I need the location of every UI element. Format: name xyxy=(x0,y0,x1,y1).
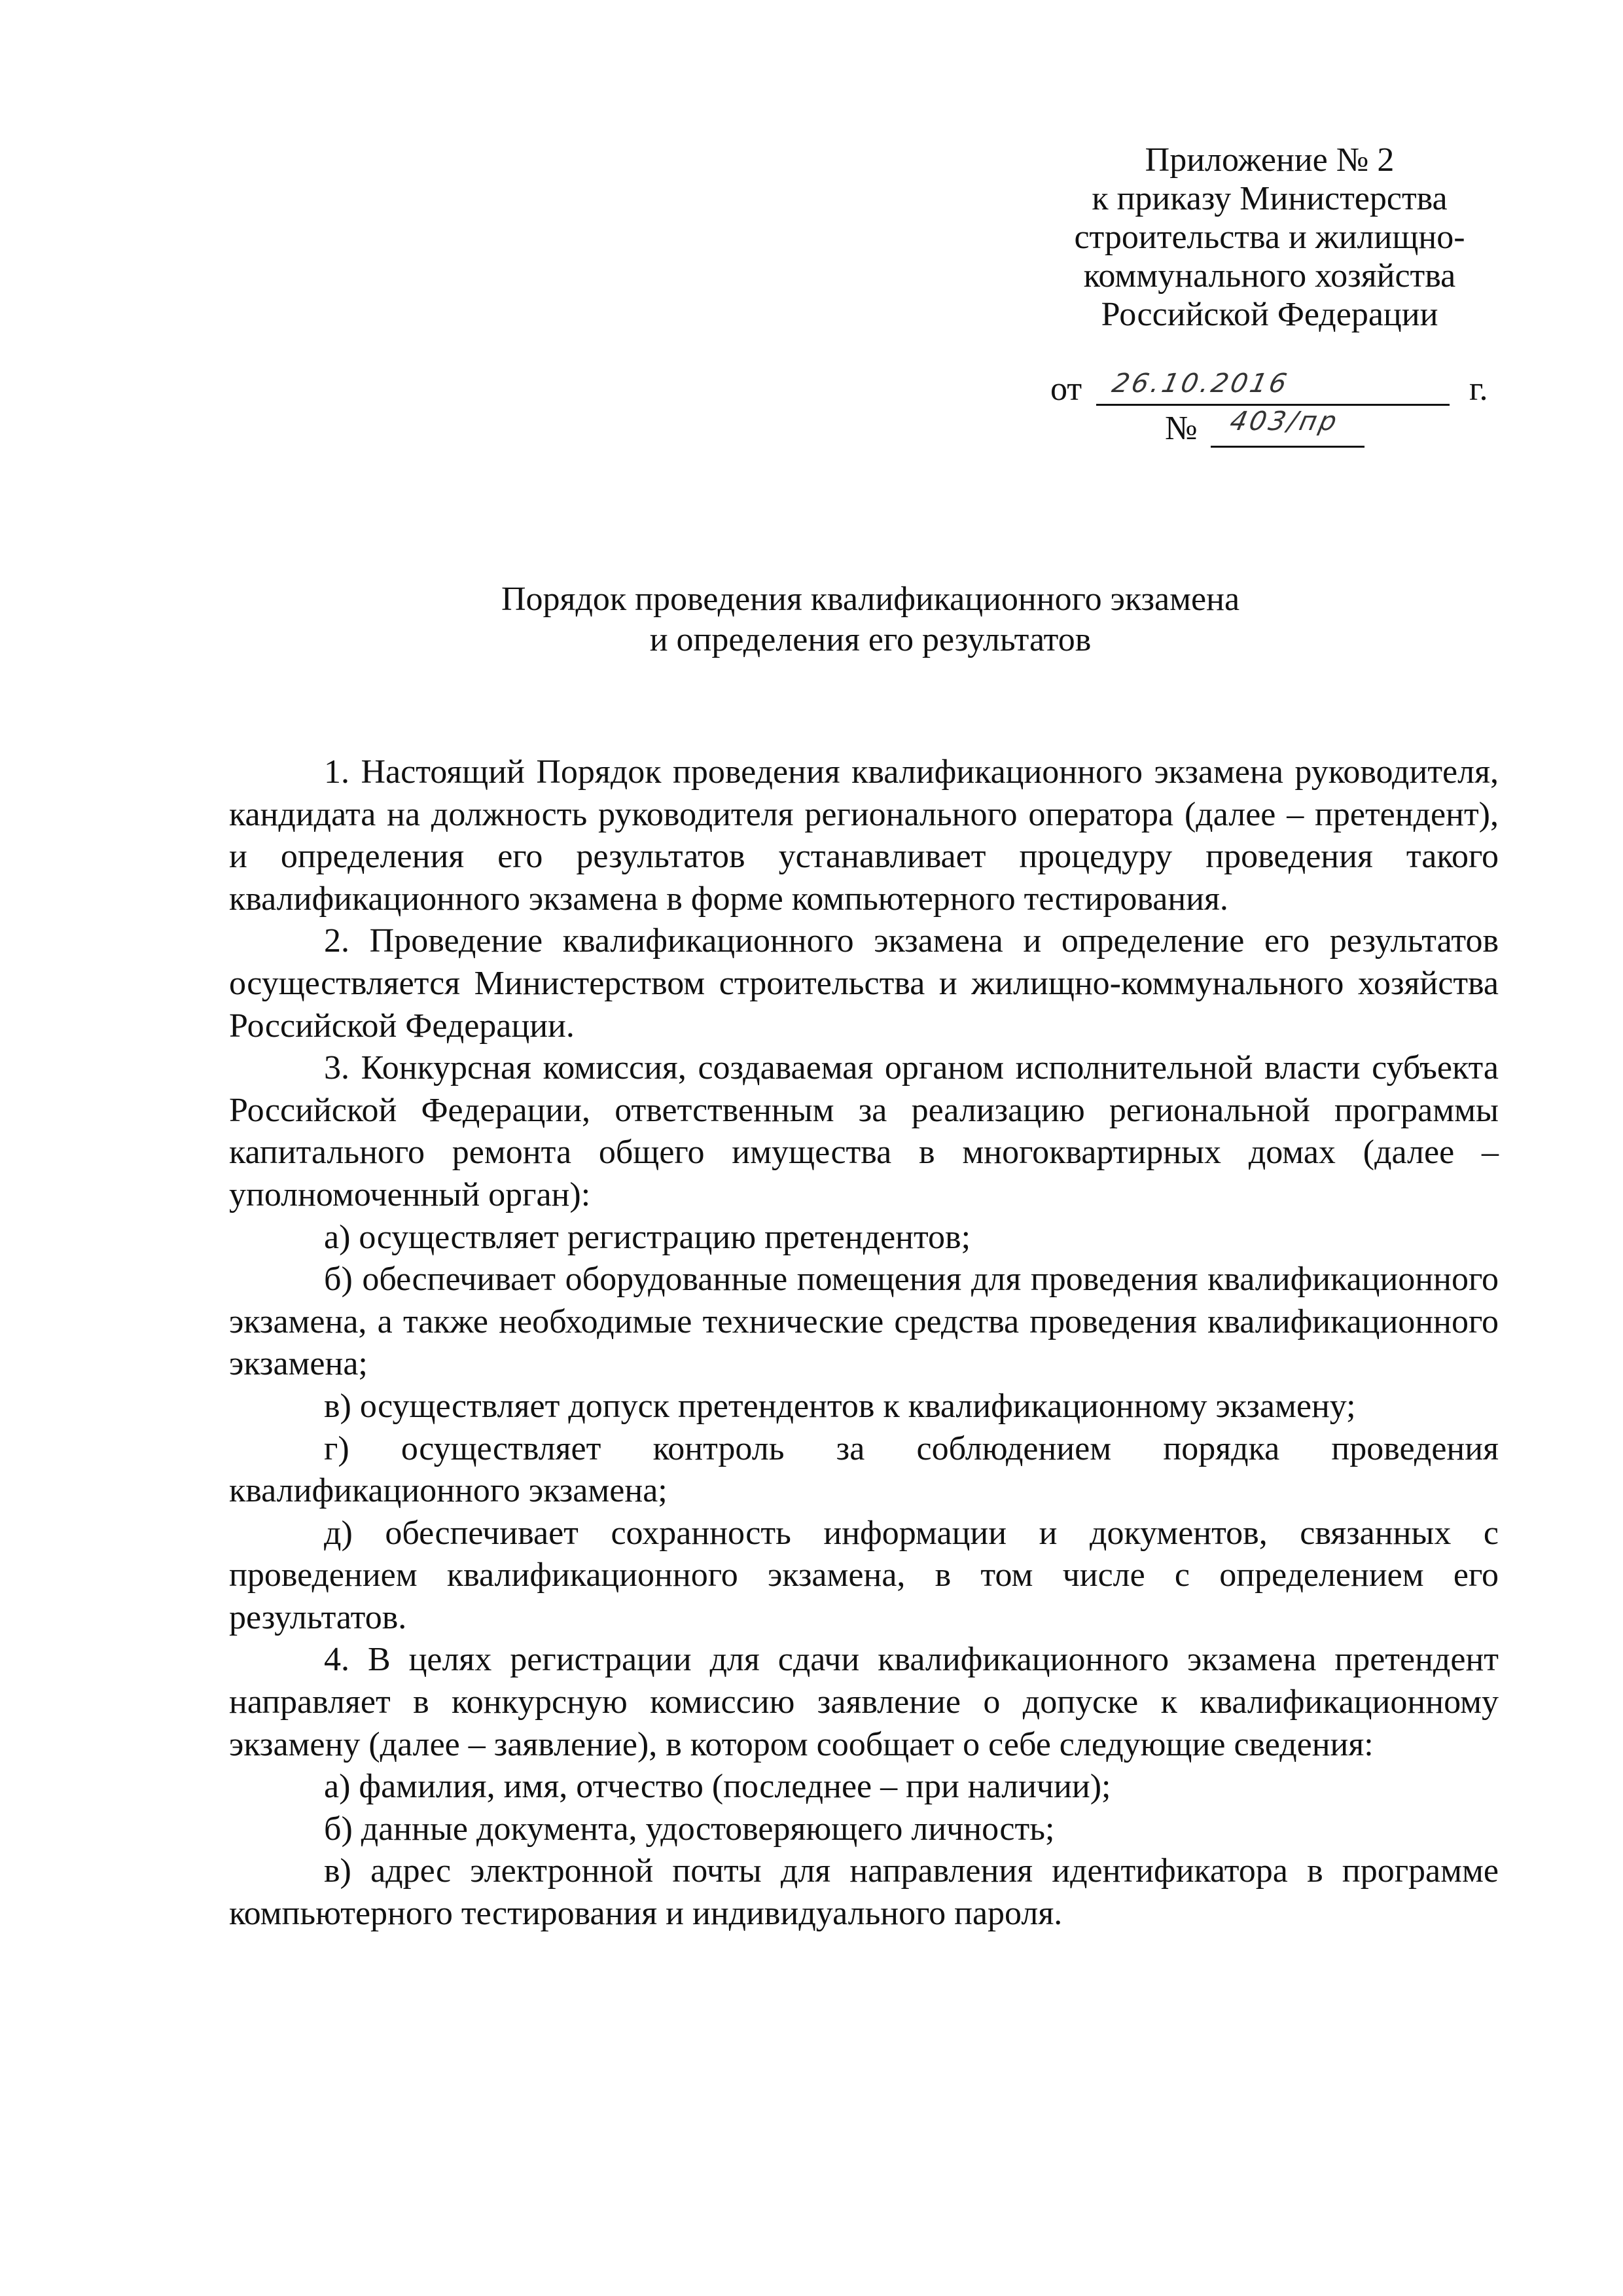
paragraph-3: 3. Конкурсная комиссия, создаваемая органом исполнительной власти субъекта Российской Федерации, ответственным за реализацию региональной программы капитального ремонта общего имущества в многоквартирных домах (далее – уполномоченный орган): xyxy=(229,1049,1499,1213)
document-title xyxy=(223,579,1518,660)
paragraph-3a: а) осуществляет регистрацию претендентов; xyxy=(324,1218,971,1256)
number-prefix: № xyxy=(1165,410,1198,447)
paragraph-4a: а) фамилия, имя, отчество (последнее – при наличии); xyxy=(324,1768,1111,1806)
number-underline xyxy=(1211,446,1364,448)
ministry-line-3: Российской Федерации xyxy=(1101,296,1438,333)
paragraph-4v: в) адрес электронной почты для направления идентификатора в программе компьютерного тестирования и индивидуального пароля. xyxy=(229,1852,1499,1933)
ministry-line-2: коммунального хозяйства xyxy=(1083,257,1456,295)
paragraph-2: 2. Проведение квалификационного экзамена и определение его результатов осуществляется Министерством строительства и жилищно-коммунального хозяйства Российской Федерации. xyxy=(229,922,1499,1045)
ministry-line-1: строительства и жилищно- xyxy=(1074,219,1465,256)
paragraph-3d: д) обеспечивает сохранность информации и документов, связанных с проведением квалификационного экзамена, в том числе с определением его результатов. xyxy=(229,1514,1499,1636)
date-prefix: от xyxy=(1050,370,1082,408)
handwritten-date: 26.10.2016 xyxy=(1109,368,1293,399)
appendix-header xyxy=(1034,141,1505,334)
order-number-line xyxy=(1165,406,1400,448)
paragraph-3g: г) осуществляет контроль за соблюдением порядка проведения квалификационного экзамена; xyxy=(229,1429,1499,1510)
paragraph-3b: б) обеспечивает оборудованные помещения для проведения квалификационного экзамена, а также необходимые технические средства проведения квалификационного экзамена; xyxy=(229,1261,1499,1383)
paragraph-4: 4. В целях регистрации для сдачи квалификационного экзамена претендент направляет в конкурсную комиссию заявление о допуске к квалификационному экзамену (далее – заявление), в котором сообщает о себе следующие сведения: xyxy=(229,1641,1499,1763)
title-line-1: Порядок проведения квалификационного экзамена xyxy=(501,581,1240,618)
order-reference-line: к приказу Министерства xyxy=(1092,180,1448,217)
handwritten-number: 403/пр xyxy=(1227,406,1342,437)
paragraph-1: 1. Настоящий Порядок проведения квалификационного экзамена руководителя, кандидата на должность руководителя регионального оператора (далее – претендент), и определения его результатов устанавливает процедуру проведения такого квалификационного экзамена в форме компьютерного тестирования. xyxy=(229,753,1499,918)
title-line-2: и определения его результатов xyxy=(649,621,1092,658)
paragraph-4b: б) данные документа, удостоверяющего личность; xyxy=(324,1810,1055,1848)
paragraph-3v: в) осуществляет допуск претендентов к квалификационному экзамену; xyxy=(324,1387,1356,1425)
date-suffix: г. xyxy=(1469,370,1488,408)
appendix-number: Приложение № 2 xyxy=(1145,141,1395,179)
document-body xyxy=(229,751,1499,1935)
